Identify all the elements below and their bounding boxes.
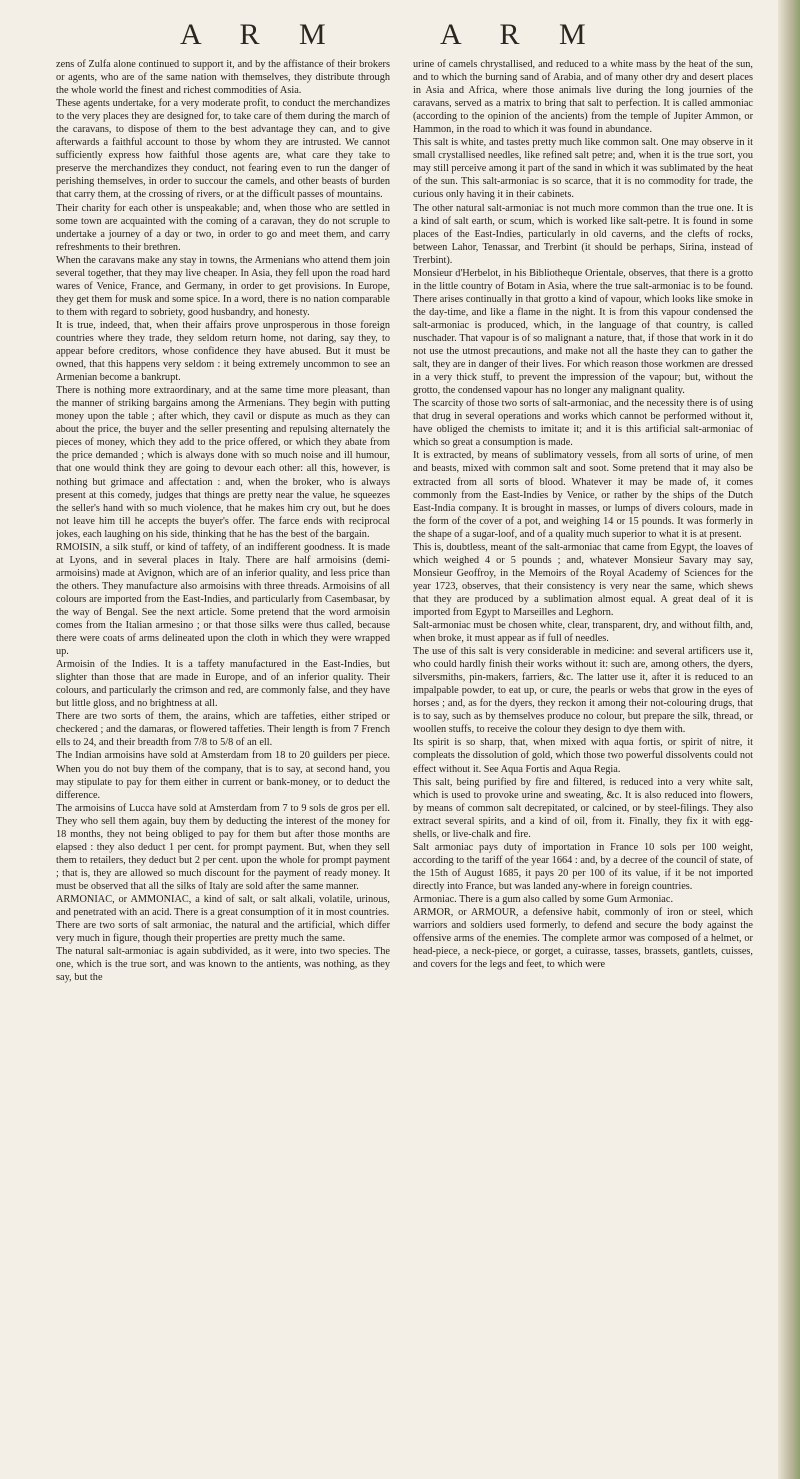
entry-gum-armoniac: Armoniac. There is a gum also called by some Gum Armoniac. bbox=[413, 894, 674, 905]
entry-armoisin: RMOISIN, a silk stuff, or kind of taffety, of an indifferent goodness. It is made at Lyons, and in several places in Italy. There are half armoisins (demi-armoisins) made at Avignon, which are of an inferior quality, and less price than the others. They manufacture also armoisins with three threads. Armoisins of all colours are imported from the East-Indies, and particularly from Casembasar, by the way of Bengal. See the next article. Some pretend that the word armoisin comes from the Italian armesino ; or that those silks were thus called, because there were coats of arms delineated upon the cloth in which they were wrapped up. bbox=[56, 541, 390, 658]
paragraph: It is true, indeed, that, when their affairs prove unprosperous in those foreign countries where they trade, they seldom return home, not daring, say they, to appear before creditors, whose confidence they have abused. But it must be owned, that this happens very seldom : it being extremely uncommon to see an Armenian become a bankrupt. bbox=[56, 319, 390, 384]
paragraph: This is, doubtless, meant of the salt-armoniac that came from Egypt, the loaves of which weighed 4 or 5 pounds ; and, whatever Monsieur Savary may say, Monsieur Geoffroy, in the Memoirs of the Royal Academy of Sciences for the year 1723, observes, that their consistency is very near the same, which shews that they are produced by a sublimation almost equal. A great deal of it is imported from Egypt to Marseilles and Leghorn. bbox=[413, 541, 753, 618]
paragraph: The natural salt-armoniac is again subdivided, as it were, into two species. The one, which is the true sort, and was known to the antients, was nothing, as they say, but the bbox=[56, 946, 390, 984]
entry-armoniac: ARMONIAC, or AMMONIAC, a kind of salt, or salt alkali, volatile, urinous, and penetrated with an acid. There is a great consumption of it in most countries. bbox=[56, 894, 390, 919]
running-head-right: A R M bbox=[440, 18, 602, 51]
paragraph: The scarcity of those two sorts of salt-armoniac, and the necessity there is of using that drug in several operations and works which cannot be performed without it, have obliged the chemists to imitate it; and it is this artificial salt-armoniac of which so great a consumption is made. bbox=[413, 398, 753, 449]
entry-armor: ARMOR, or ARMOUR, a defensive habit, commonly of iron or steel, which warriors and soldiers used formerly, to defend and secure the body against the offensive arms of the enemies. The complete armor was composed of a helmet, or head-piece, a neck-piece, or gorget, a cuirasse, tasses, brassets, gantlets, cuisses, and covers for the legs and feet, to which were bbox=[413, 907, 753, 971]
paragraph: There are two sorts of them, the arains, which are taffeties, either striped or checkered ; and the damaras, or flowered taffeties. Their length is from 7 French ells to 24, and their breadth from 7/8 to 5/8 of an ell. bbox=[56, 711, 390, 749]
paragraph: When the caravans make any stay in towns, the Armenians who attend them join several together, that they may live cheaper. In Asia, they fell upon the road hard wares of Venice, France, and Germany, in order to get provisions. In Europe, they get them for musk and some spice. In a word, there is no nation comparable to them with regard to sobriety, good husbandry, and honesty. bbox=[56, 254, 390, 318]
paragraph: Their charity for each other is unspeakable; and, when those who are settled in some town are acquainted with the coming of a caravan, they do not scruple to undertake a journey of a day or two, in order to go and meet them, and carry refreshments to their brethren. bbox=[56, 202, 390, 253]
paragraph: urine of camels chrystallised, and reduced to a white mass by the heat of the sun, and to which the burning sand of Arabia, and of many other dry and desert places in Asia and Africa, where those animals live during the long journies of the caravans, served as a matrix to bring that salt to perfection. It is called ammoniac (according to the opinion of the ancients) from the temple of Jupiter Ammon, or Hammon, in the road to which it was found in abundance. bbox=[413, 59, 753, 136]
entry-armoisin-indies: Armoisin of the Indies. It is a taffety manufactured in the East-Indies, but slighter than those that are made in Europe, and of an inferior quality. Their colours, and particularly the crimson and red, are commonly false, and they have but little gloss, and no brightness at all. bbox=[56, 659, 390, 710]
paragraph: zens of Zulfa alone continued to support it, and by the affistance of their brokers or agents, who are of the same nation with themselves, they distribute through the whole world the finest and richest commodities of Asia. bbox=[56, 59, 390, 97]
running-head-left: A R M bbox=[180, 18, 342, 51]
paragraph: There is nothing more extraordinary, and at the same time more pleasant, than the manner of striking bargains among the Armenians. They begin with putting money upon the table ; after which, they cavil or dispute as much as they can about the price, the buyer and the seller presenting and repulsing alternately the pieces of money, which they add to the price offered, or which they abate from the price demanded ; which is always done with so much noise and ill humour, that one would think they are going to devour each other: all this, however, is nothing but grimace and affectation : and, when the broker, who is always present at this comedy, judges that things are pretty near the value, he squeezes the seller's hand with so much violence, that he makes him cry out, but he does not leave him till he accepts the buyer's offer. The farce ends with reciprocal jokes, each laughing on his side, thinking that he has the best of the bargain. bbox=[56, 385, 390, 540]
paragraph: Salt-armoniac must be chosen white, clear, transparent, dry, and without filth, and, when broke, it must appear as if full of needles. bbox=[413, 620, 753, 645]
paragraph: The Indian armoisins have sold at Amsterdam from 18 to 20 guilders per piece. When you do not buy them of the company, that is to say, at second hand, you may stipulate to pay for them either in current or bank-money, or to deduct the difference. bbox=[56, 750, 390, 801]
paragraph: These agents undertake, for a very moderate profit, to conduct the merchandizes to the very places they are designed for, to take care of them during the march of the caravans, to dispose of them to the best advantage they can, and to give afterwards a faithful account to those by whom they are intrusted. We cannot sufficiently express how faithful those agents are, what care they take to preserve the merchandizes they conduct, not fearing even to run the danger of perishing themselves, in order to succour the camels, and other beasts of burden that carry them, at the crossing of rivers, or at the difficult passes of mountains. bbox=[56, 98, 390, 201]
left-column bbox=[56, 58, 390, 1465]
paragraph: The armoisins of Lucca have sold at Amsterdam from 7 to 9 sols de gros per ell. They who sell them again, buy them by deducting the interest of the money for 18 months, they not being obliged to pay for them but after those months are elapsed : they also deduct 1 per cent. for prompt payment. But, when they sell them to retailers, they deduct but 2 per cent. upon the whole for prompt payment ; that is, they are allowed so much discount for the payment of ready money. It must be observed that all the silks of Italy are sold after the same manner. bbox=[56, 802, 390, 892]
paragraph: Its spirit is so sharp, that, when mixed with aqua fortis, or spirit of nitre, it compleats the dissolution of gold, which those two powerful dissolvents could not effect without it. See Aqua Fortis and Aqua Regia. bbox=[413, 737, 753, 775]
paragraph: Salt armoniac pays duty of importation in France 10 sols per 100 weight, according to the tariff of the year 1664 : and, by a decree of the council of state, of the 15th of August 1685, it pays 20 per 100 of its value, if it be not imported directly into France, but was landed any-where in foreign countries. bbox=[413, 841, 753, 892]
paragraph: The other natural salt-armoniac is not much more common than the true one. It is a kind of salt earth, or scum, which is worked like salt-petre. It is found in some places of the East-Indies, particularly in old caverns, and the clefts of rocks, between Lahor, Tenassar, and Trerbint (it should be perhaps, Sirina, instead of Trerbint). bbox=[413, 202, 753, 266]
right-column bbox=[413, 58, 753, 1465]
paragraph: It is extracted, by means of sublimatory vessels, from all sorts of urine, of men and beasts, mixed with common salt and soot. Some pretend that it may also be extracted from all sorts of blood. Whatever it may be made of, it comes commonly from the East-Indies by Venice, or rather by the ships of the Dutch East-India company. It is brought in masses, or lumps of divers colours, made in the form of the cover of a pot, and weighing 14 or 15 pounds. It was formerly in the shape of a sugar-loof, and of a quality much superior to what it is at present. bbox=[413, 450, 753, 540]
paragraph: This salt, being purified by fire and filtered, is reduced into a very white salt, which is used to provoke urine and sweating, &c. It is also reduced into flowers, by means of common salt decrepitated, or calcined, or by steel-filings. They also extract several spirits, and a kind of oil, from it. Finally, they fix it with egg-shells, or live-chalk and fire. bbox=[413, 776, 753, 840]
paragraph: Monsieur d'Herbelot, in his Bibliotheque Orientale, observes, that there is a grotto in the little country of Botam in Asia, where the true salt-armoniac is to be found. There arises continually in that grotto a kind of vapour, which looks like smoke in the day-time, and like a flame in the night. It is from this vapour condensed the salt-armoniac is produced, which, in the language of that country, is called nuschader. That vapour is of so malignant a nature, that, if those that work in it do not use the utmost precautions, and make not all the haste they can to gather the salt, they are in danger of their lives. For which reason those workmen are dressed in a very thick stuff, to prevent the impression of the vapour; but, without the grotto, the condensed vapour has no longer any malignant quality. bbox=[413, 267, 753, 397]
paragraph: The use of this salt is very considerable in medicine: and several artificers use it, who could hardly finish their works without it: such are, among others, the dyers, silversmiths, pin-makers, farriers, &c. The latter use it, after it is reduced to an impalpable powder, to eat up, or cure, the pearls or webs that grow in the eyes of horses ; and, as for the dyers, they reckon it among their not-colouring drugs, that is to say, such as by themselves produce no colour, but prepare the silk, thread, or woollen stuffs, to receive the colour they design to dye them with. bbox=[413, 646, 753, 736]
paragraph: There are two sorts of salt armoniac, the natural and the artificial, which differ very much in figure, though their properties are pretty much the same. bbox=[56, 920, 390, 945]
page-edge bbox=[778, 0, 800, 1479]
paragraph: This salt is white, and tastes pretty much like common salt. One may observe in it small crystallised needles, like refined salt petre; and, when it is the true sort, you may still perceive among it part of the sand in which it was sublimated by the heat of the sun. This salt-armoniac is so scarce, that it is no commodity for trade, the curious only having it in their cabinets. bbox=[413, 137, 753, 201]
